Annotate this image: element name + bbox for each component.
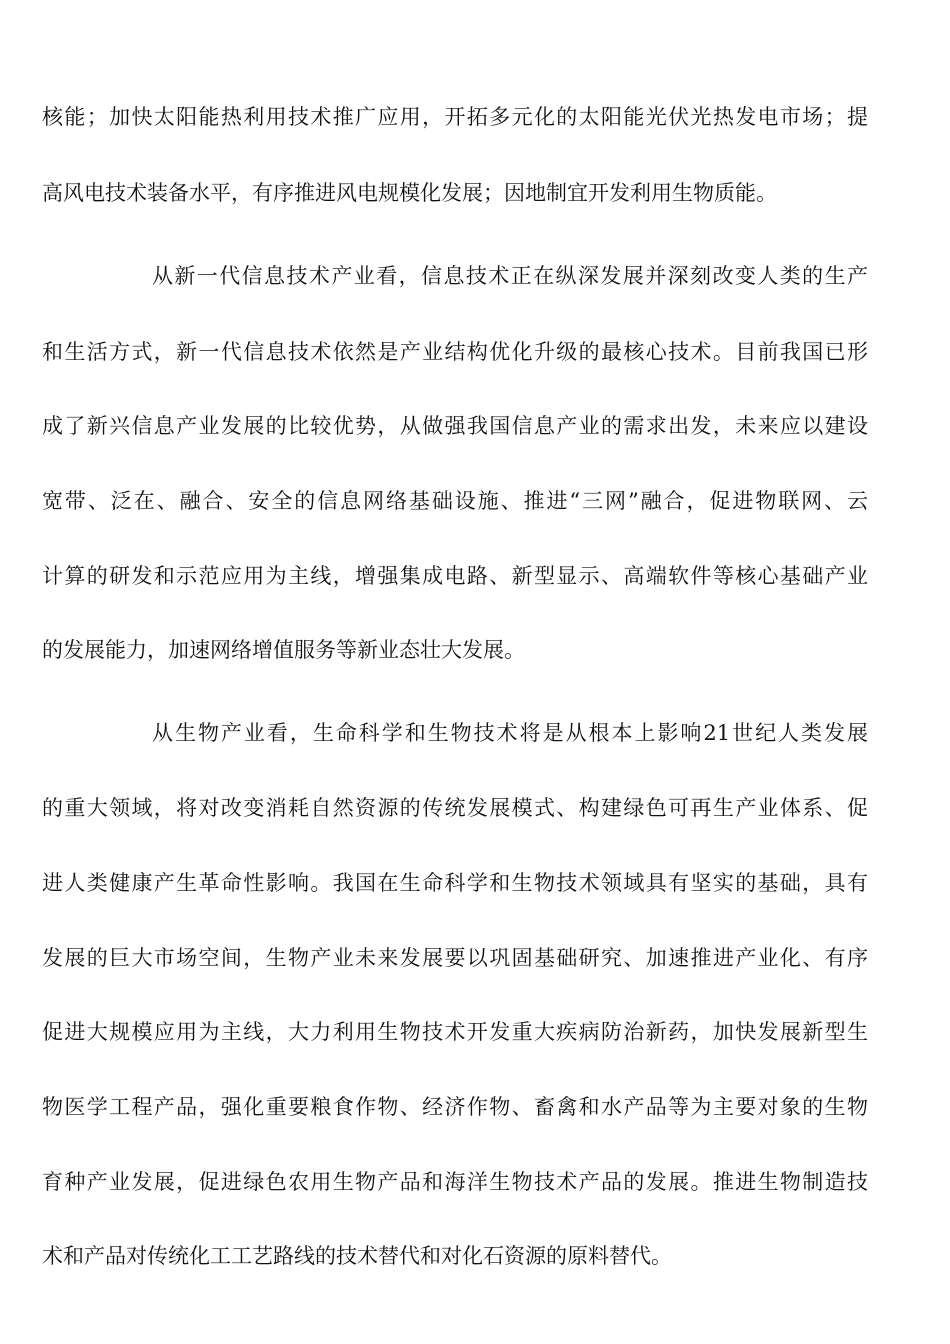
paragraph-3-line-6: 物医学工程产品，强化重要粮食作物、经济作物、畜禽和水产品等为主要对象的生物 bbox=[42, 1095, 868, 1119]
paragraph-3-line-7: 育种产业发展，促进绿色农用生物产品和海洋生物技术产品的发展。推进生物制造技 bbox=[42, 1170, 868, 1194]
paragraph-1-line-1: 核能；加快太阳能热利用技术推广应用，开拓多元化的太阳能光伏光热发电市场；提 bbox=[42, 105, 868, 129]
paragraph-3-line-4: 发展的巨大市场空间，生物产业未来发展要以巩固基础研究、加速推进产业化、有序 bbox=[42, 946, 868, 970]
paragraph-2-line-4: 宽带、泛在、融合、安全的信息网络基础设施、推进“三网”融合，促进物联网、云 bbox=[42, 489, 868, 513]
paragraph-3-line-8: 术和产品对传统化工工艺路线的技术替代和对化石资源的原料替代。 bbox=[42, 1244, 672, 1268]
paragraph-3-line-3: 进人类健康产生革命性影响。我国在生命科学和生物技术领域具有坚实的基础，具有 bbox=[42, 871, 868, 895]
paragraph-2-line-3: 成了新兴信息产业发展的比较优势，从做强我国信息产业的需求出发，未来应以建设 bbox=[42, 414, 868, 438]
paragraph-3-line-5: 促进大规模应用为主线，大力利用生物技术开发重大疾病防治新药，加快发展新型生 bbox=[42, 1020, 868, 1044]
paragraph-3-line-1: 从生物产业看，生命科学和生物技术将是从根本上影响21世纪人类发展 bbox=[152, 721, 868, 745]
paragraph-2-line-5: 计算的研发和示范应用为主线，增强集成电路、新型显示、高端软件等核心基础产业 bbox=[42, 564, 868, 588]
paragraph-3-line-2: 的重大领域，将对改变消耗自然资源的传统发展模式、构建绿色可再生产业体系、促 bbox=[42, 796, 868, 820]
paragraph-2-line-1: 从新一代信息技术产业看，信息技术正在纵深发展并深刻改变人类的生产 bbox=[152, 264, 868, 288]
paragraph-2-line-6: 的发展能力，加速网络增值服务等新业态壮大发展。 bbox=[42, 638, 525, 662]
paragraph-2-line-2: 和生活方式，新一代信息技术依然是产业结构优化升级的最核心技术。目前我国已形 bbox=[42, 340, 868, 364]
paragraph-1-line-2: 高风电技术装备水平，有序推进风电规模化发展；因地制宜开发利用生物质能。 bbox=[42, 181, 777, 205]
